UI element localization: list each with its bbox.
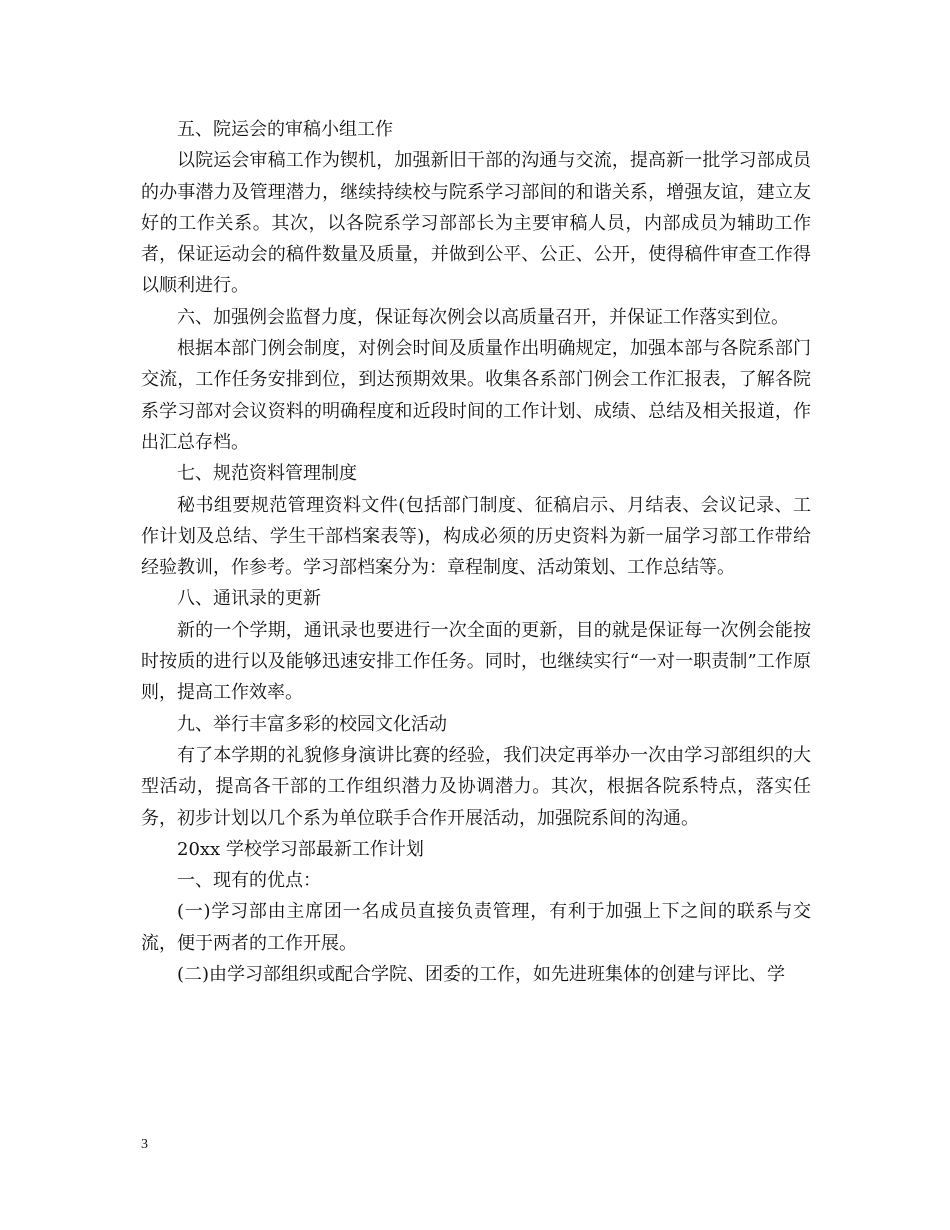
page-number: 3 — [141, 1137, 148, 1152]
section-heading-8: 八、通讯录的更新 — [177, 588, 321, 610]
body-paragraph: 以院运会审稿工作为锲机，加强新旧干部的沟通与交流，提高新一批学习部成员的办事潜力及管理潜力，继续持续校与院系学习部间的和谐关系，增强友谊，建立友好的工作关系。其次，以各院系学习部部长为主要审稿人员，内部成员为辅助工作者，保证运动会的稿件数量及质量，并做到公平、公正、公开，使得稿件审查工作得以顺利进行。 — [141, 150, 811, 297]
body-paragraph: 根据本部门例会制度，对例会时间及质量作出明确规定，加强本部与各院系部门交流，工作任务安排到位，到达预期效果。收集各系部门例会工作汇报表，了解各院系学习部对会议资料的明确程度和近段时间的工作计划、成绩、总结及相关报道，作出汇总存档。 — [141, 338, 811, 453]
section-heading-7: 七、规范资料管理制度 — [177, 463, 357, 485]
document-title: 20xx 学校学习部最新工作计划 — [177, 838, 424, 860]
body-paragraph: 有了本学期的礼貌修身演讲比赛的经验，我们决定再举办一次由学习部组织的大型活动，提高各干部的工作组织潜力及协调潜力。其次，根据各院系特点，落实任务，初步计划以几个系为单位联手合作开展活动，加强院系间的沟通。 — [141, 744, 811, 829]
section-heading-6: 六、加强例会监督力度，保证每次例会以高质量召开，并保证工作落实到位。 — [177, 306, 789, 328]
section-heading-9: 九、举行丰富多彩的校园文化活动 — [177, 713, 447, 735]
body-paragraph: (一)学习部由主席团一名成员直接负责管理，有利于加强上下之间的联系与交流，便于两者的工作开展。 — [141, 901, 811, 954]
body-paragraph: 新的一个学期，通讯录也要进行一次全面的更新，目的就是保证每一次例会能按时按质的进行以及能够迅速安排工作任务。同时，也继续实行“一对一职责制”工作原则，提高工作效率。 — [141, 619, 811, 704]
section-heading-1: 一、现有的优点： — [177, 870, 321, 892]
section-heading-5: 五、院运会的审稿小组工作 — [177, 119, 393, 140]
body-paragraph: (二)由学习部组织或配合学院、团委的工作，如先进班集体的创建与评比、学 — [177, 964, 786, 986]
document-body — [141, 114, 811, 990]
body-paragraph: 秘书组要规范管理资料文件(包括部门制度、征稿启示、月结表、会议记录、工作计划及总结、学生干部档案表等)，构成必须的历史资料为新一届学习部工作带给经验教训，作参考。学习部档案分为：章程制度、活动策划、工作总结等。 — [141, 494, 811, 579]
